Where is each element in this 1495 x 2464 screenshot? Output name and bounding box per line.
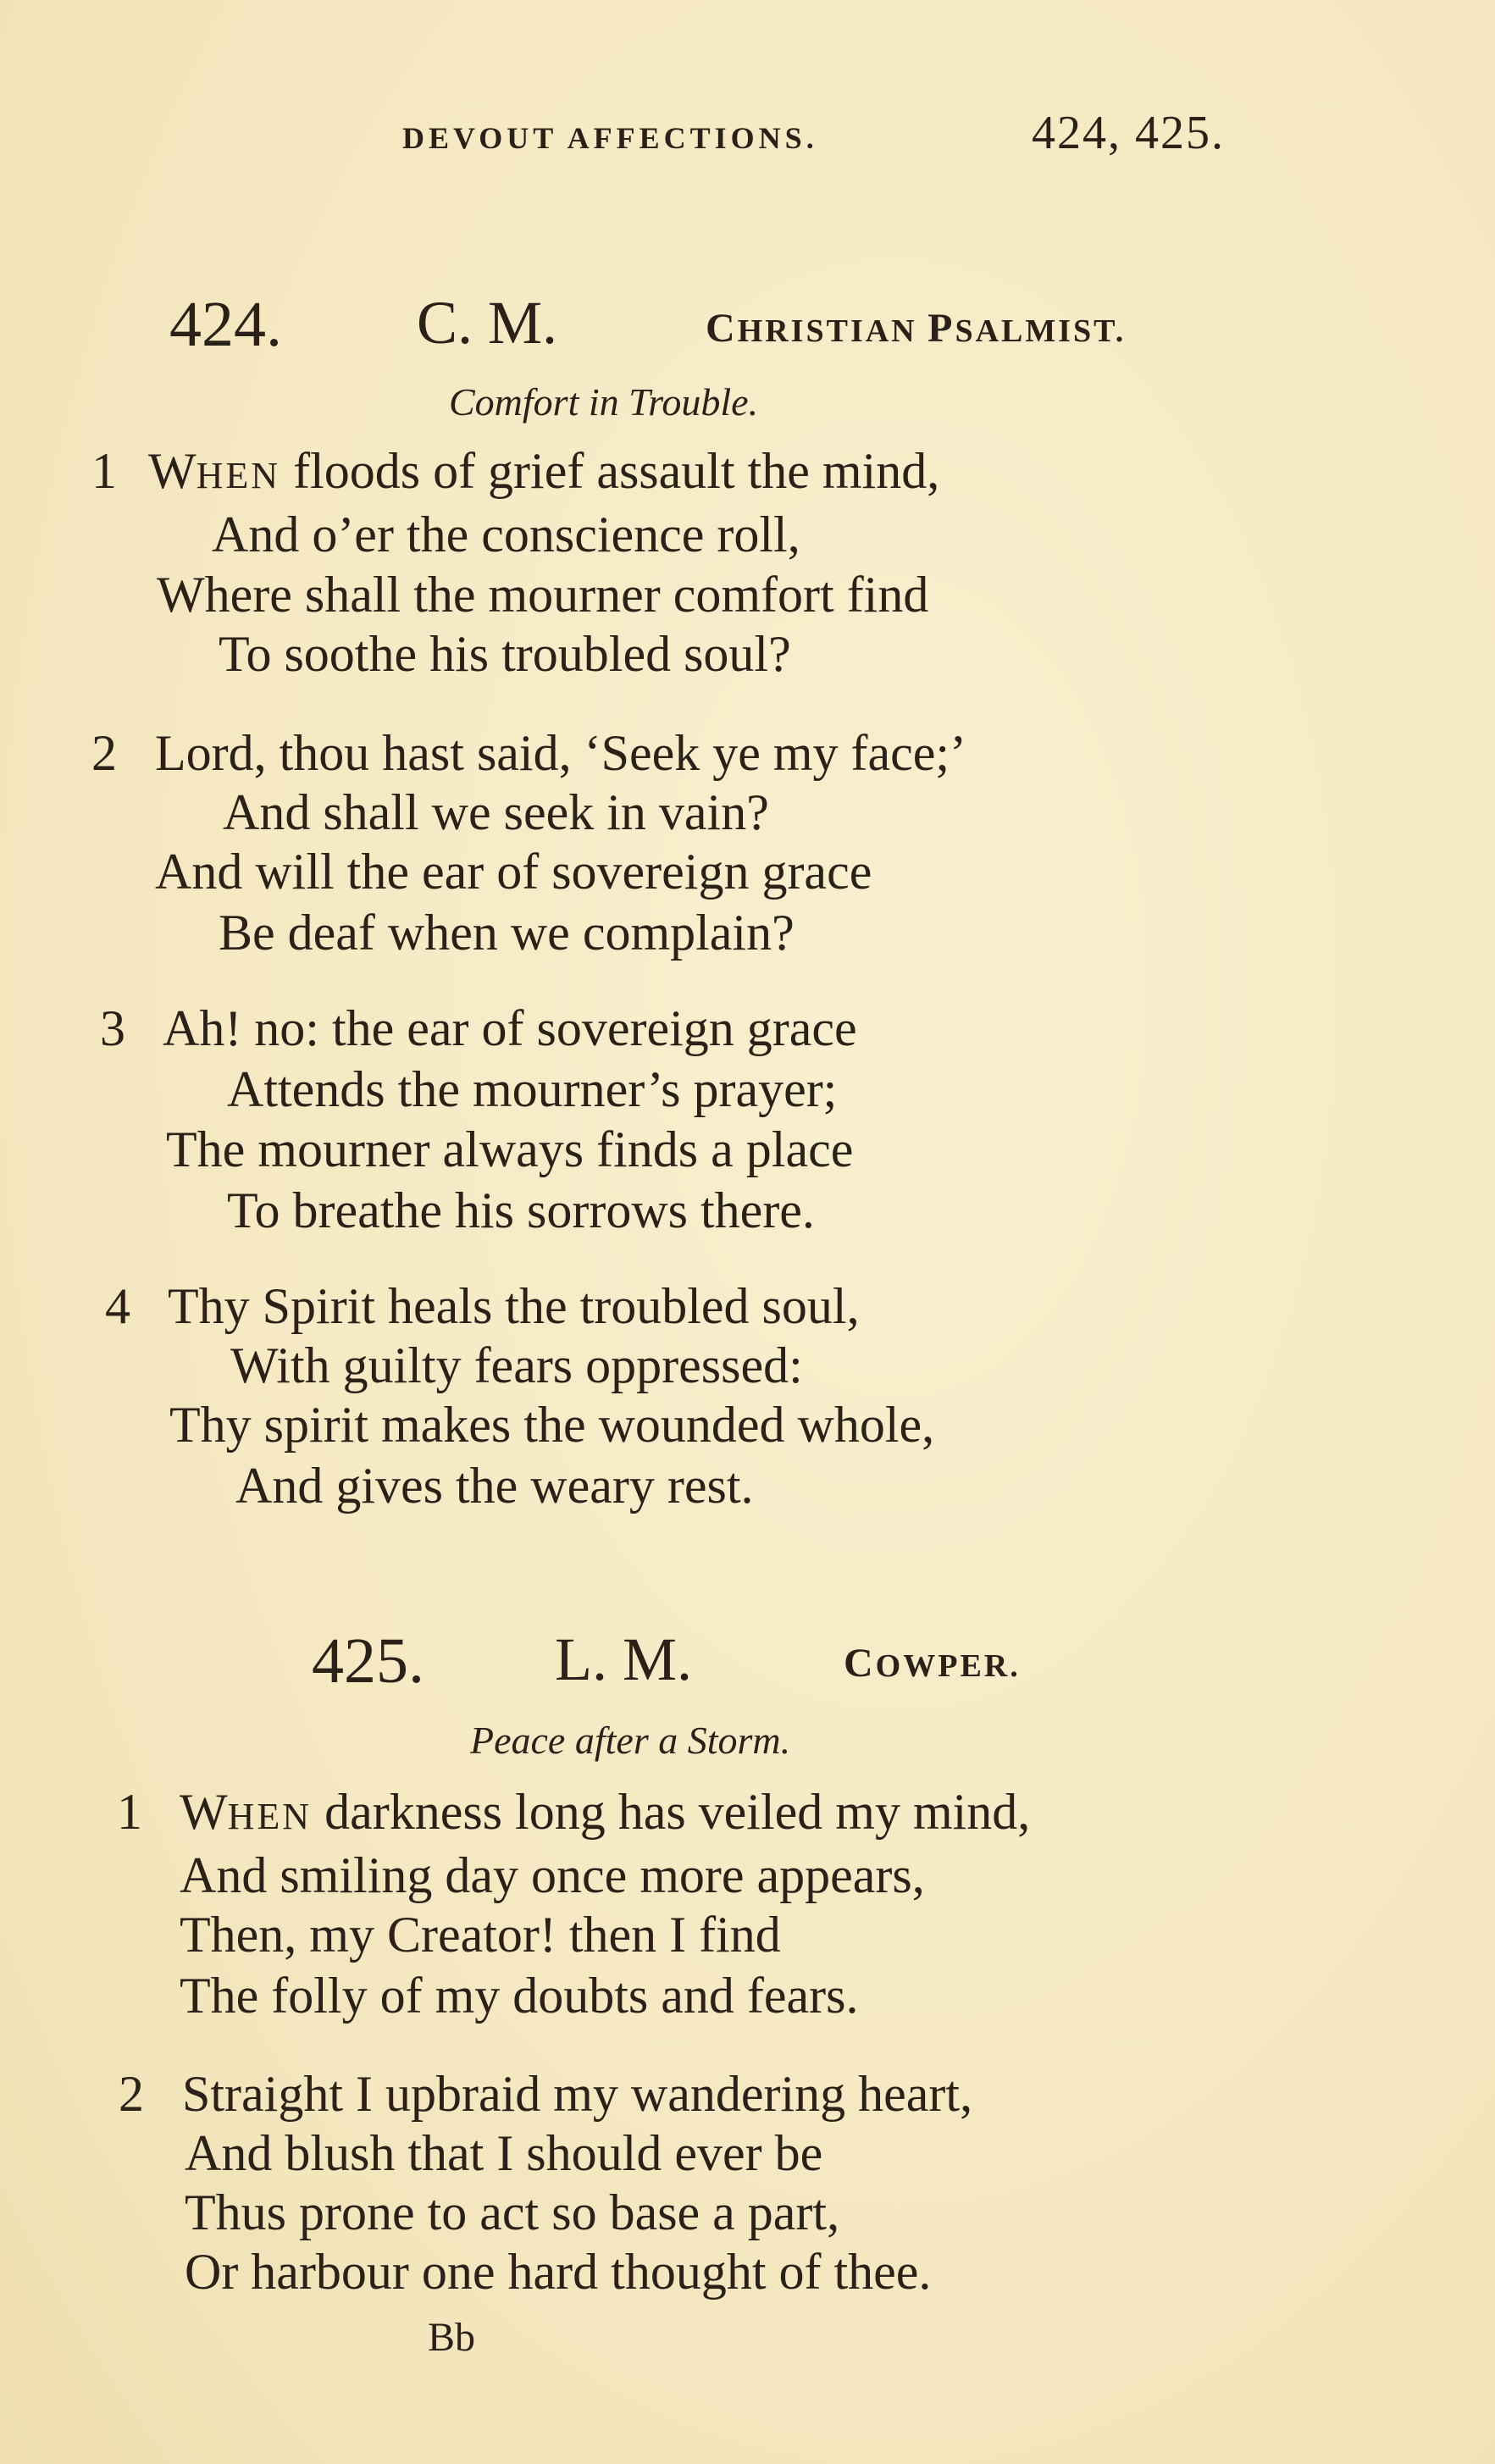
verse-number: 3 [100,1000,125,1056]
verse-line: And blush that I should ever be [185,2125,823,2181]
hymn-subtitle: Comfort in Trouble. [449,380,759,424]
verse-line: Thy Spirit heals the troubled soul, [168,1278,860,1334]
verse-line: Where shall the mourner comfort find [157,567,929,623]
hymn-number: 424. [169,289,282,360]
verse-line: WHEN floods of grief assault the mind, [148,443,940,499]
verse-line: WHEN darkness long has veiled my mind, [180,1784,1031,1840]
verse-line: Thus prone to act so base a part, [185,2184,840,2240]
running-title: DEVOUT AFFECTIONS. [402,121,818,155]
verse-line: The mourner always finds a place [166,1121,854,1177]
verse-line: Ah! no: the ear of sovereign grace [163,1000,857,1056]
hymn-subtitle: Peace after a Storm. [470,1719,791,1762]
verse-number: 4 [105,1278,130,1334]
verse-number: 1 [91,443,117,499]
verse-number: 1 [117,1784,142,1840]
hymn-author: COWPER. [844,1641,1021,1686]
hymn-meter: L. M. [555,1625,692,1693]
verse-line: With guilty fears oppressed: [230,1337,803,1393]
verse-line: And o’er the conscience roll, [212,507,800,562]
verse-line: And gives the weary rest. [235,1458,754,1514]
hymn-number: 425. [312,1625,424,1697]
verse-number: 2 [119,2066,144,2122]
verse-line: Thy spirit makes the wounded whole, [169,1397,935,1453]
verse-line: And will the ear of sovereign grace [155,844,872,900]
verse-line: Or harbour one hard thought of thee. [185,2244,932,2300]
page-numbers: 424, 425. [1032,107,1225,159]
signature-mark: Bb [428,2315,476,2360]
verse-line: Be deaf when we complain? [219,905,795,961]
verse-line: Lord, thou hast said, ‘Seek ye my face;’ [155,725,967,781]
verse-line: Straight I upbraid my wandering heart, [182,2066,973,2122]
verse-line: To soothe his troubled soul? [219,626,791,682]
verse-number: 2 [91,725,117,781]
verse-line: Then, my Creator! then I find [180,1907,781,1963]
verse-line: Attends the mourner’s prayer; [227,1061,838,1117]
verse-line: And smiling day once more appears, [180,1847,925,1903]
verse-line: To breathe his sorrows there. [227,1182,815,1238]
hymn-author: CHRISTIAN PSALMIST. [706,306,1127,351]
verse-line: And shall we seek in vain? [223,784,769,840]
hymn-meter: C. M. [417,289,558,357]
verse-line: The folly of my doubts and fears. [180,1968,859,2024]
